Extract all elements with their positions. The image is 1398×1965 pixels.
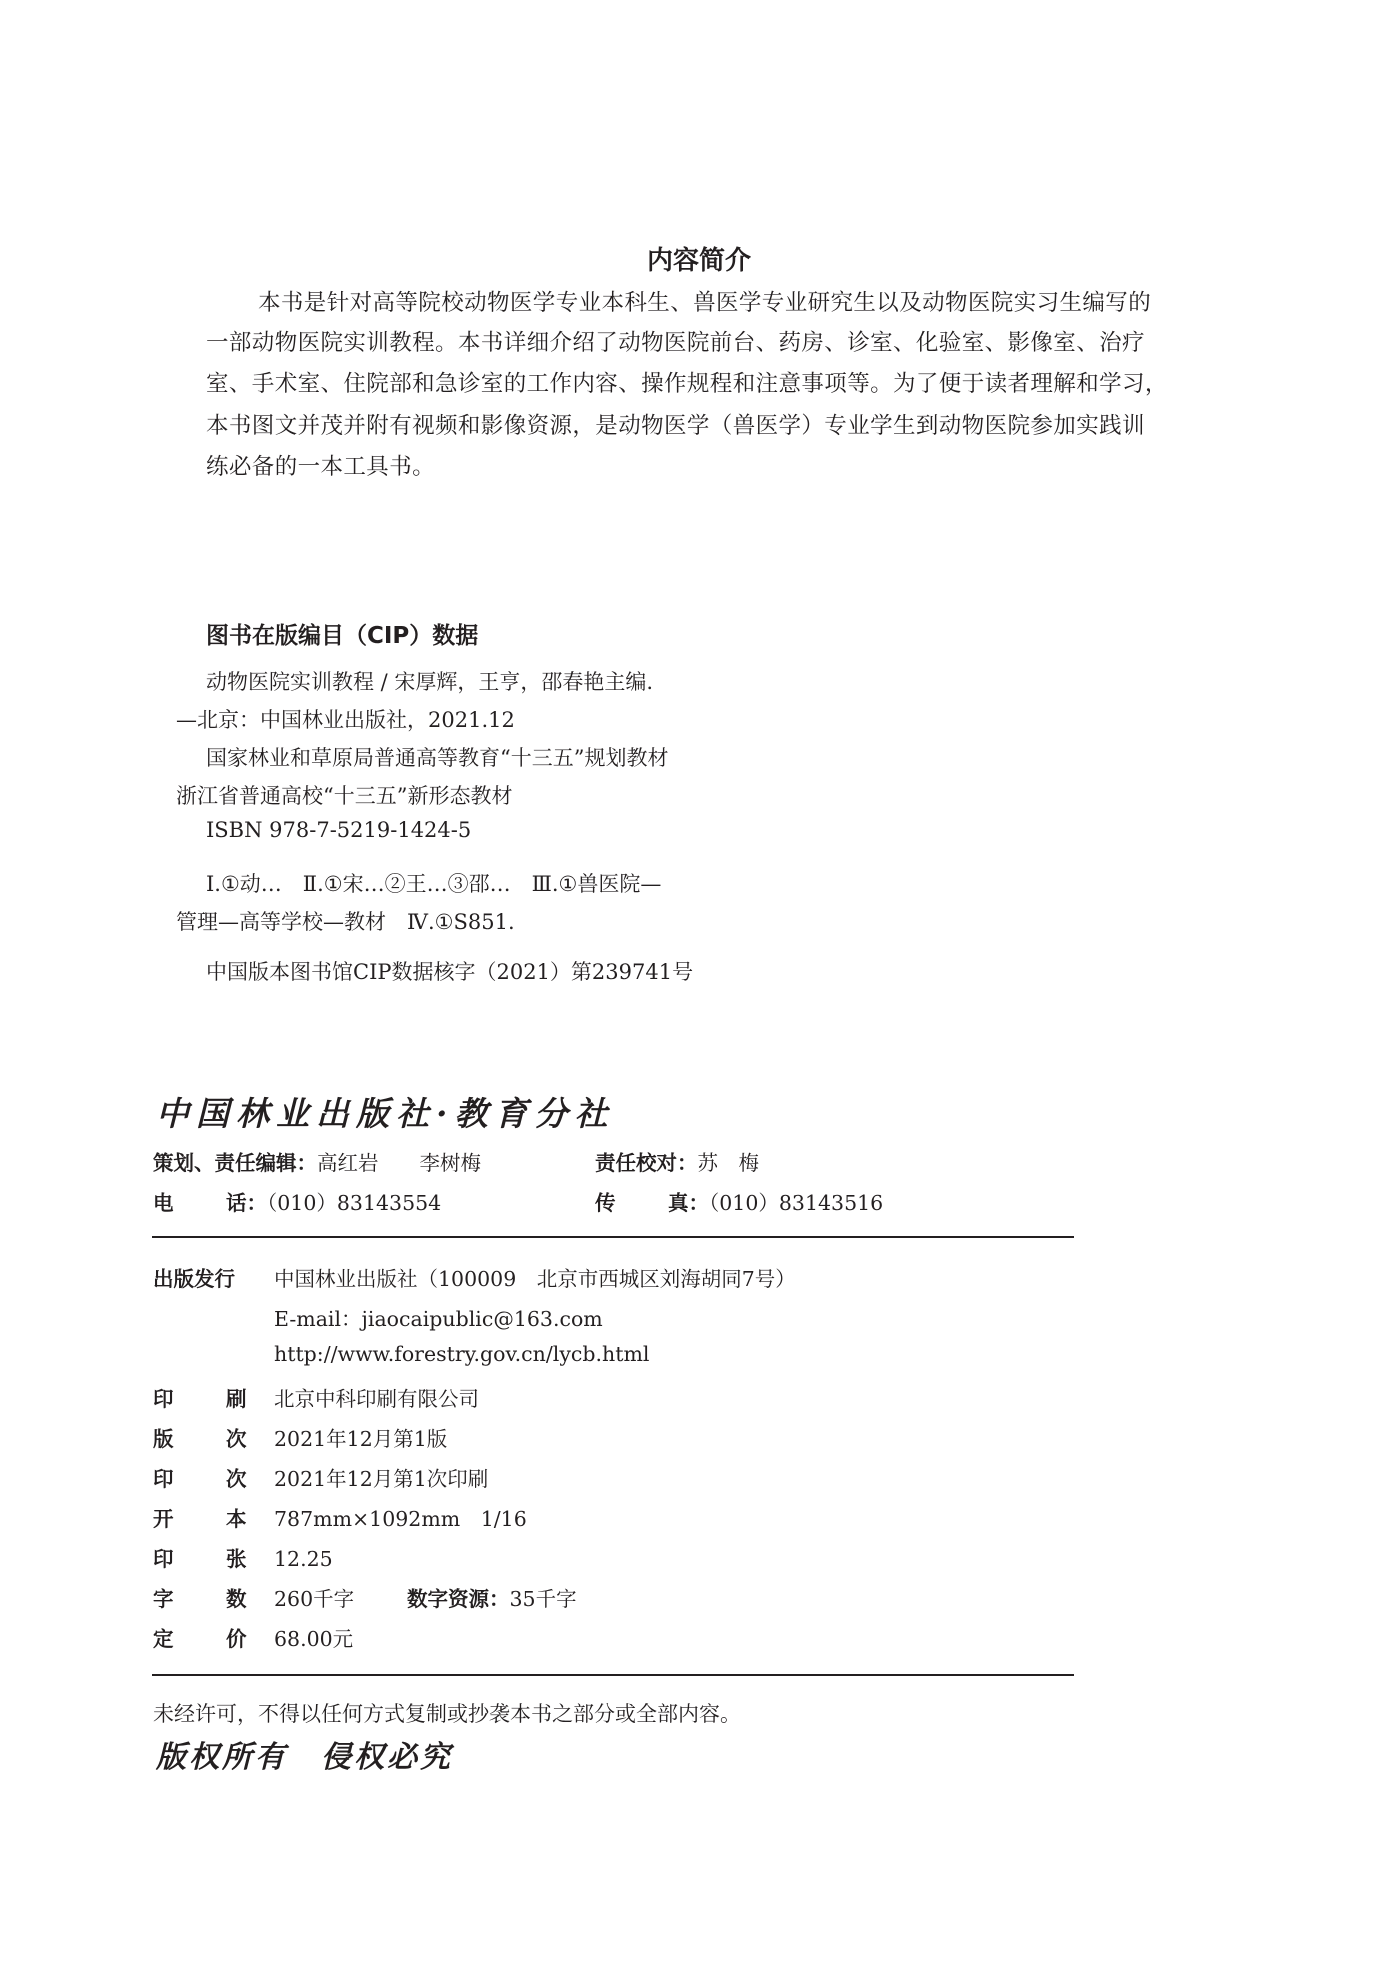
row-value: 260千字 [274, 1587, 355, 1611]
cip-isbn: ISBN 978-7-5219-1424-5 [206, 818, 472, 842]
imprint-row-sheets [153, 1542, 333, 1572]
row-label: 字 [153, 1587, 174, 1611]
imprint-row-printer [153, 1382, 479, 1412]
row-label: 定 [153, 1627, 174, 1651]
cip-series-line: 浙江省普通高校“十三五”新形态教材 [176, 784, 513, 808]
digital-resource-value: 35千字 [509, 1587, 577, 1611]
cip-classification: Ⅰ.①动… Ⅱ.①宋…②王…③邵… Ⅲ.①兽医院— [206, 872, 662, 896]
summary-line: 练必备的一本工具书。 [206, 454, 436, 480]
row-value: 12.25 [274, 1547, 333, 1571]
fax-row [595, 1186, 883, 1216]
publisher-name: 中国林业出版社·教育分社 [156, 1094, 615, 1133]
cip-title-line: 动物医院实训教程 / 宋厚辉，王亨，邵春艳主编. [206, 670, 654, 694]
phone-label: 话： [226, 1191, 267, 1215]
row-label: 价 [226, 1627, 247, 1651]
fax-label: 真： [668, 1191, 709, 1215]
row-value: 787mm×1092mm 1/16 [274, 1507, 527, 1531]
row-value: 北京中科印刷有限公司 [274, 1387, 479, 1411]
row-label: 版 [153, 1427, 174, 1451]
proofread-label: 责任校对： [595, 1151, 698, 1175]
summary-title: 内容简介 [646, 246, 751, 276]
fax-value: （010）83143516 [709, 1191, 884, 1215]
row-label: 印 [153, 1387, 174, 1411]
cip-heading: 图书在版编目（CIP）数据 [206, 623, 479, 649]
row-value: 68.00元 [274, 1627, 354, 1651]
proofread-value: 苏 梅 [697, 1151, 759, 1175]
imprint-row-edition [153, 1422, 447, 1452]
distribution-label: 出版发行 [153, 1267, 235, 1291]
cip-classification: 管理—高等学校—教材 Ⅳ.①S851. [176, 910, 515, 934]
digital-resource-label: 数字资源： [407, 1587, 510, 1611]
summary-line: 本书图文并茂并附有视频和影像资源，是动物医学（兽医学）专业学生到动物医院参加实践训 [206, 413, 1145, 439]
imprint-row-wordcount [153, 1582, 577, 1612]
summary-line: 室、手术室、住院部和急诊室的工作内容、操作规程和注意事项等。为了便于读者理解和学习， [206, 371, 1168, 397]
row-label: 印 [153, 1547, 174, 1571]
copyright-notice: 未经许可，不得以任何方式复制或抄袭本书之部分或全部内容。 [153, 1702, 741, 1726]
cip-series-line: 国家林业和草原局普通高等教育“十三五”规划教材 [206, 746, 669, 770]
row-label: 印 [153, 1467, 174, 1491]
cip-record-number: 中国版本图书馆CIP数据核字（2021）第239741号 [206, 960, 694, 984]
phone-row [153, 1186, 441, 1216]
row-label: 数 [226, 1587, 247, 1611]
row-label: 刷 [226, 1387, 247, 1411]
imprint-row-price [153, 1622, 353, 1652]
cip-publisher-line: —北京：中国林业出版社，2021.12 [176, 708, 515, 732]
row-value: 2021年12月第1次印刷 [274, 1467, 489, 1491]
phone-label: 电 [153, 1191, 174, 1215]
row-value: 2021年12月第1版 [274, 1427, 448, 1451]
divider [152, 1236, 1074, 1238]
proofread-row [595, 1146, 759, 1176]
summary-line: 一部动物医院实训教程。本书详细介绍了动物医院前台、药房、诊室、化验室、影像室、治疗 [206, 330, 1145, 356]
distribution-value: 中国林业出版社（100009 北京市西城区刘海胡同7号） [274, 1267, 796, 1291]
fax-label: 传 [595, 1191, 616, 1215]
email-text: E-mail：jiaocaipublic@163.com [274, 1307, 603, 1331]
row-label: 张 [226, 1547, 247, 1571]
editors-row [153, 1146, 481, 1176]
editors-value: 高红岩 李树梅 [317, 1151, 481, 1175]
imprint-row-printing [153, 1462, 488, 1492]
editors-label: 策划、责任编辑： [153, 1151, 317, 1175]
row-label: 本 [226, 1507, 247, 1531]
website-url: http://www.forestry.gov.cn/lycb.html [274, 1342, 650, 1366]
imprint-row-format [153, 1502, 527, 1532]
summary-line: 本书是针对高等院校动物医学专业本科生、兽医学专业研究生以及动物医院实习生编写的 [258, 290, 1152, 316]
row-label: 次 [226, 1467, 247, 1491]
phone-value: （010）83143554 [267, 1191, 442, 1215]
row-label: 次 [226, 1427, 247, 1451]
rights-slogan: 版权所有 侵权必究 [156, 1740, 453, 1775]
divider [152, 1674, 1074, 1676]
row-label: 开 [153, 1507, 174, 1531]
